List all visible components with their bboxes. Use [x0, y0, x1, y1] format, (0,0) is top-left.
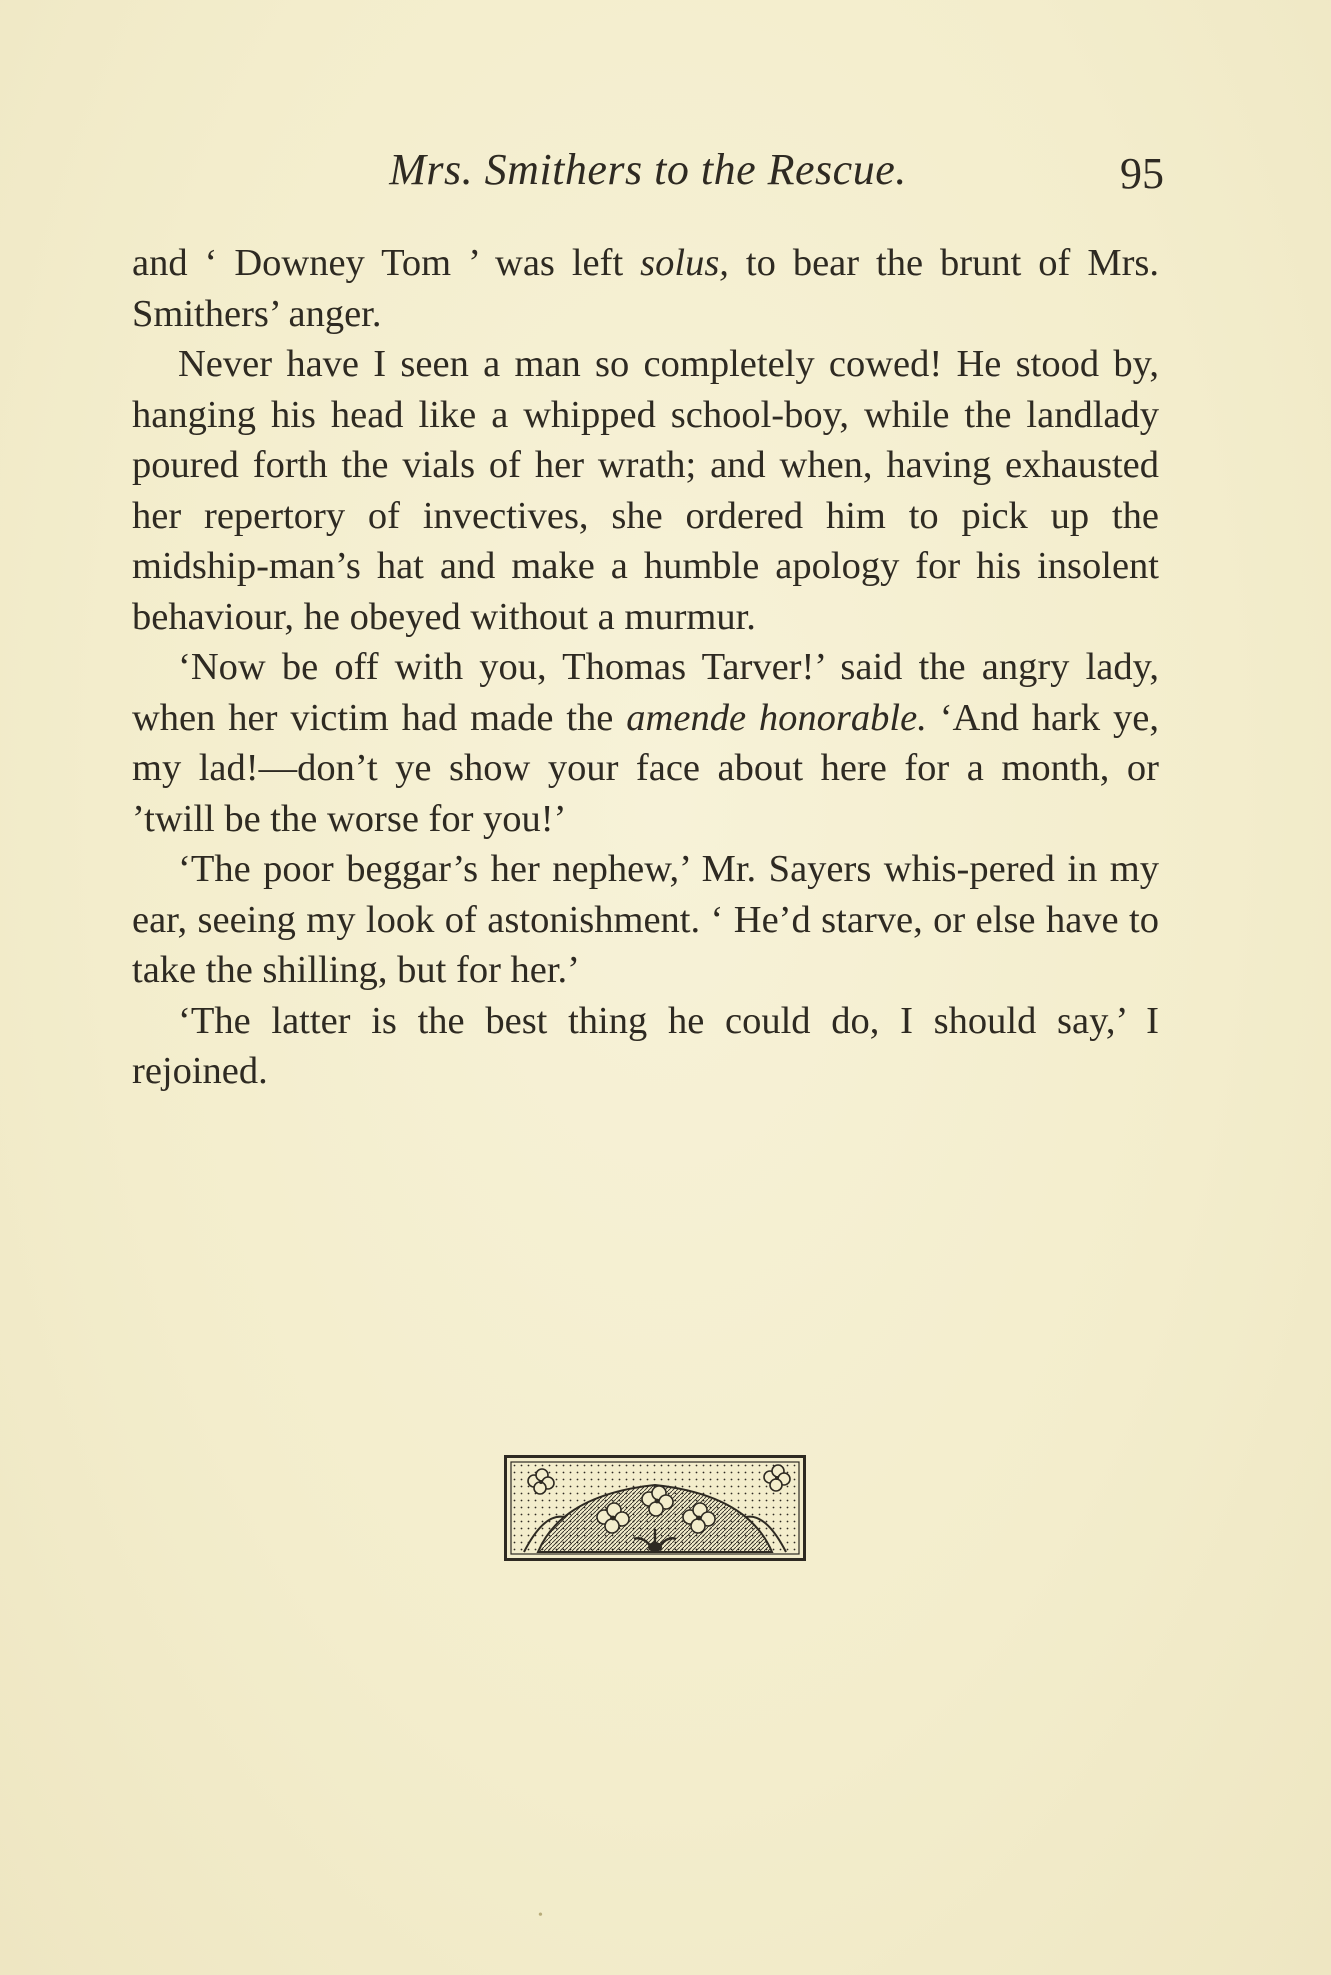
paragraph-1-part-b: to bear the brunt of Mrs. Smithers’ anger.: [132, 242, 1159, 335]
running-head: [132, 140, 1164, 200]
running-title: Mrs. Smithers to the Rescue.: [389, 145, 907, 194]
paragraph-1-italic: solus,: [640, 242, 729, 284]
paragraph-1: [132, 238, 1159, 339]
paragraph-2: Never have I seen a man so completely cowed! He stood by, hanging his head like a whipped school-boy, while the landlady poured forth the vials of her wrath; and when, having exhausted her repertory of invectives, she ordered him to pick up the midship-man’s hat and make a humble apology for his insolent behaviour, he obeyed without a murmur.: [132, 343, 1159, 638]
paragraph-5: ‘The latter is the best thing he could do, I should say,’ I rejoined.: [132, 999, 1159, 1092]
paragraph-3: [132, 642, 1159, 844]
paragraph-3-part-b: ‘And hark ye, my lad!—don’t ye show your face about here for a month, or ’twill be the worse for you!’: [132, 696, 1160, 840]
body-text: [132, 238, 1159, 1097]
paragraph-4: ‘The poor beggar’s her nephew,’ Mr. Sayers whis-pered in my ear, seeing my look of astonishment. ‘ He’d starve, or else have to take the shilling, but for her.’: [132, 848, 1159, 991]
paragraph-3-part-a: ‘Now be off with you, Thomas Tarver!’ said the angry lady, when her victim had made the: [132, 646, 1159, 739]
paragraph-3-italic: amende honorable.: [626, 696, 927, 739]
paragraph-1-part-a: and ‘ Downey Tom ’ was left: [132, 242, 641, 284]
floral-tailpiece-icon: [504, 1455, 806, 1561]
paper-speck: •: [538, 1908, 543, 1923]
page-number: 95: [1120, 149, 1164, 198]
